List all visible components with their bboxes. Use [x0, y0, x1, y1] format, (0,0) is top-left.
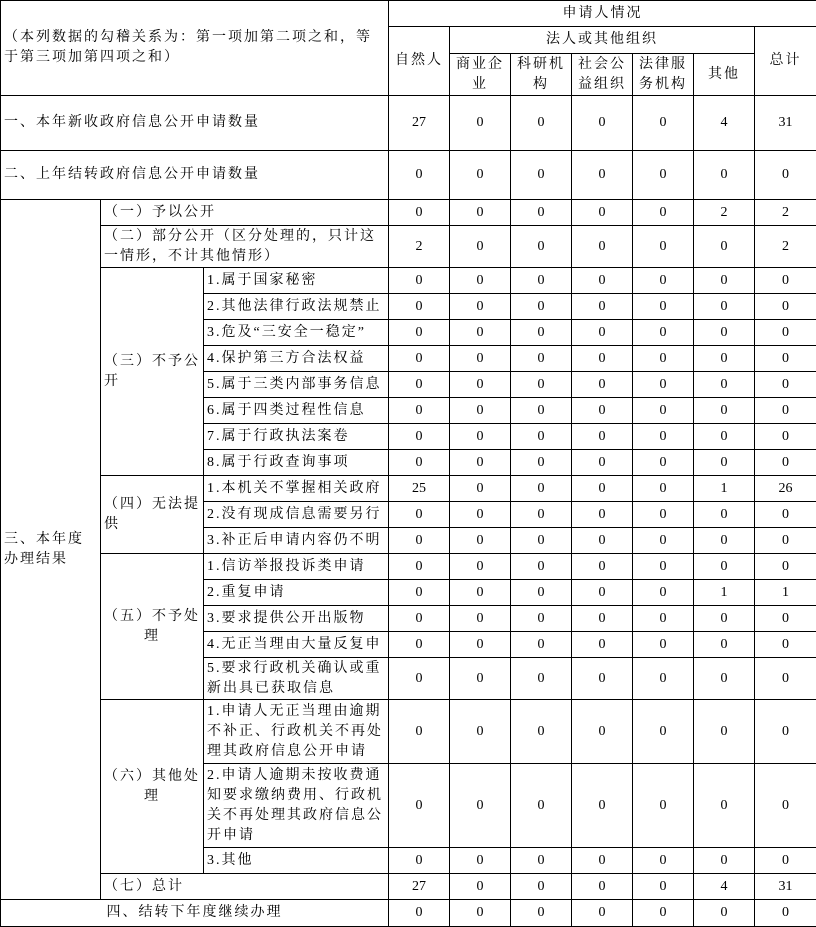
value-cell: 0 [572, 346, 633, 372]
value-cell: 0 [389, 554, 450, 580]
value-cell: 0 [572, 151, 633, 200]
value-cell: 0 [755, 346, 816, 372]
value-cell: 0 [633, 580, 694, 606]
value-cell: 0 [511, 900, 572, 927]
item-label: 1.申请人无正当理由逾期不补正、行政机关不再处理其政府信息公开申请 [204, 700, 389, 764]
header-org: 法律服务机构 [633, 54, 694, 96]
value-cell: 0 [572, 294, 633, 320]
value-cell: 0 [511, 848, 572, 874]
value-cell: 0 [389, 200, 450, 226]
table-row [1, 96, 816, 151]
value-cell: 0 [511, 424, 572, 450]
group-label: （六）其他处理 [101, 700, 204, 874]
value-cell: 0 [511, 372, 572, 398]
value-cell: 0 [572, 372, 633, 398]
value-cell: 1 [694, 476, 755, 502]
value-cell: 0 [633, 346, 694, 372]
value-cell: 0 [694, 658, 755, 700]
value-cell: 0 [450, 606, 511, 632]
value-cell: 0 [450, 151, 511, 200]
value-cell: 0 [755, 900, 816, 927]
value-cell: 0 [389, 424, 450, 450]
value-cell: 0 [633, 424, 694, 450]
value-cell: 0 [389, 580, 450, 606]
value-cell: 0 [755, 450, 816, 476]
value-cell: 0 [694, 528, 755, 554]
value-cell: 0 [633, 632, 694, 658]
value-cell: 0 [389, 320, 450, 346]
group-label: （四）无法提供 [101, 476, 204, 554]
value-cell: 0 [511, 528, 572, 554]
group-label: （七）总计 [101, 874, 389, 900]
value-cell: 0 [511, 606, 572, 632]
value-cell: 0 [450, 320, 511, 346]
value-cell: 0 [633, 528, 694, 554]
value-cell: 0 [633, 96, 694, 151]
value-cell: 0 [450, 764, 511, 848]
value-cell: 0 [694, 320, 755, 346]
item-label: 1.属于国家秘密 [204, 268, 389, 294]
item-label: 7.属于行政执法案卷 [204, 424, 389, 450]
value-cell: 0 [572, 96, 633, 151]
value-cell: 0 [389, 268, 450, 294]
value-cell: 0 [450, 658, 511, 700]
value-cell: 0 [511, 764, 572, 848]
value-cell: 0 [389, 294, 450, 320]
value-cell: 0 [572, 900, 633, 927]
value-cell: 0 [450, 502, 511, 528]
value-cell: 0 [511, 502, 572, 528]
item-label: 2.重复申请 [204, 580, 389, 606]
value-cell: 0 [511, 580, 572, 606]
value-cell: 25 [389, 476, 450, 502]
value-cell: 0 [389, 528, 450, 554]
value-cell: 0 [633, 900, 694, 927]
value-cell: 0 [389, 848, 450, 874]
value-cell: 0 [633, 294, 694, 320]
value-cell: 0 [694, 268, 755, 294]
table-row [1, 874, 816, 900]
item-label: 2.没有现成信息需要另行 [204, 502, 389, 528]
value-cell: 0 [572, 450, 633, 476]
value-cell: 0 [389, 151, 450, 200]
value-cell: 0 [450, 580, 511, 606]
value-cell: 0 [511, 200, 572, 226]
group-label: （五）不予处理 [101, 554, 204, 700]
value-cell: 0 [633, 226, 694, 268]
value-cell: 0 [633, 151, 694, 200]
value-cell: 0 [694, 398, 755, 424]
value-cell: 0 [694, 606, 755, 632]
value-cell: 0 [572, 764, 633, 848]
value-cell: 0 [572, 658, 633, 700]
value-cell: 0 [389, 700, 450, 764]
value-cell: 0 [572, 502, 633, 528]
value-cell: 0 [389, 632, 450, 658]
value-cell: 0 [694, 294, 755, 320]
value-cell: 0 [694, 554, 755, 580]
value-cell: 0 [450, 424, 511, 450]
value-cell: 0 [694, 700, 755, 764]
value-cell: 0 [450, 476, 511, 502]
table-row [1, 151, 816, 200]
value-cell: 0 [450, 268, 511, 294]
value-cell: 4 [694, 96, 755, 151]
value-cell: 26 [755, 476, 816, 502]
value-cell: 31 [755, 96, 816, 151]
value-cell: 0 [389, 900, 450, 927]
value-cell: 0 [694, 151, 755, 200]
value-cell: 0 [694, 502, 755, 528]
table-row [1, 554, 816, 580]
table-row [1, 476, 816, 502]
value-cell: 0 [450, 294, 511, 320]
value-cell: 0 [572, 398, 633, 424]
value-cell: 0 [450, 372, 511, 398]
header-org: 其他 [694, 54, 755, 96]
item-label: 2.申请人逾期未按收费通知要求缴纳费用、行政机关不再处理其政府信息公开申请 [204, 764, 389, 848]
value-cell: 0 [572, 700, 633, 764]
value-cell: 0 [389, 502, 450, 528]
item-label: 5.要求行政机关确认或重新出具已获取信息 [204, 658, 389, 700]
value-cell: 0 [755, 398, 816, 424]
item-label: 3.补正后申请内容仍不明 [204, 528, 389, 554]
item-label: 1.信访举报投诉类申请 [204, 554, 389, 580]
value-cell: 0 [511, 554, 572, 580]
value-cell: 0 [755, 632, 816, 658]
value-cell: 0 [633, 268, 694, 294]
value-cell: 0 [511, 268, 572, 294]
header-org: 科研机构 [511, 54, 572, 96]
value-cell: 0 [572, 226, 633, 268]
value-cell: 0 [511, 398, 572, 424]
value-cell: 1 [755, 580, 816, 606]
value-cell: 2 [755, 200, 816, 226]
value-cell: 0 [572, 606, 633, 632]
table-row [1, 226, 816, 268]
value-cell: 0 [572, 268, 633, 294]
value-cell: 0 [572, 874, 633, 900]
group-label: （一）予以公开 [101, 200, 389, 226]
value-cell: 0 [694, 632, 755, 658]
value-cell: 0 [511, 450, 572, 476]
value-cell: 0 [450, 700, 511, 764]
value-cell: 0 [694, 372, 755, 398]
value-cell: 0 [511, 700, 572, 764]
header-total: 总计 [755, 27, 816, 96]
value-cell: 0 [694, 424, 755, 450]
item-label: 4.保护第三方合法权益 [204, 346, 389, 372]
value-cell: 2 [389, 226, 450, 268]
value-cell: 31 [755, 874, 816, 900]
table-row [1, 900, 816, 927]
value-cell: 0 [450, 900, 511, 927]
value-cell: 0 [511, 151, 572, 200]
value-cell: 0 [450, 848, 511, 874]
value-cell: 0 [755, 502, 816, 528]
value-cell: 0 [511, 476, 572, 502]
header-note: （本列数据的勾稽关系为：第一项加第二项之和，等于第三项加第四项之和） [1, 1, 389, 96]
header-row [1, 1, 816, 27]
value-cell: 0 [389, 372, 450, 398]
value-cell: 0 [572, 554, 633, 580]
value-cell: 0 [694, 764, 755, 848]
value-cell: 0 [694, 346, 755, 372]
value-cell: 0 [572, 320, 633, 346]
value-cell: 0 [694, 848, 755, 874]
value-cell: 0 [694, 450, 755, 476]
value-cell: 0 [755, 848, 816, 874]
value-cell: 0 [633, 450, 694, 476]
value-cell: 0 [755, 606, 816, 632]
value-cell: 0 [450, 346, 511, 372]
value-cell: 0 [511, 874, 572, 900]
value-cell: 0 [755, 268, 816, 294]
value-cell: 0 [511, 226, 572, 268]
value-cell: 0 [450, 874, 511, 900]
value-cell: 0 [633, 848, 694, 874]
value-cell: 0 [755, 658, 816, 700]
value-cell: 0 [511, 632, 572, 658]
value-cell: 27 [389, 96, 450, 151]
value-cell: 2 [755, 226, 816, 268]
value-cell: 0 [633, 372, 694, 398]
value-cell: 0 [511, 294, 572, 320]
value-cell: 0 [450, 450, 511, 476]
value-cell: 1 [694, 580, 755, 606]
value-cell: 0 [633, 606, 694, 632]
value-cell: 0 [633, 554, 694, 580]
value-cell: 0 [633, 320, 694, 346]
row-label: 一、本年新收政府信息公开申请数量 [1, 96, 389, 151]
value-cell: 0 [694, 900, 755, 927]
value-cell: 0 [511, 320, 572, 346]
value-cell: 0 [511, 346, 572, 372]
value-cell: 2 [694, 200, 755, 226]
item-label: 2.其他法律行政法规禁止 [204, 294, 389, 320]
value-cell: 0 [389, 346, 450, 372]
value-cell: 0 [633, 700, 694, 764]
value-cell: 0 [450, 554, 511, 580]
header-org: 社会公益组织 [572, 54, 633, 96]
value-cell: 0 [572, 424, 633, 450]
value-cell: 0 [633, 476, 694, 502]
value-cell: 0 [633, 398, 694, 424]
group-label: （三）不予公开 [101, 268, 204, 476]
table-row [1, 268, 816, 294]
value-cell: 0 [450, 398, 511, 424]
table-row [1, 700, 816, 764]
value-cell: 0 [633, 658, 694, 700]
group-label: （二）部分公开（区分处理的，只计这一情形，不计其他情形） [101, 226, 389, 268]
value-cell: 0 [572, 528, 633, 554]
value-cell: 0 [389, 606, 450, 632]
value-cell: 0 [633, 502, 694, 528]
value-cell: 0 [450, 528, 511, 554]
value-cell: 0 [389, 658, 450, 700]
value-cell: 0 [633, 874, 694, 900]
value-cell: 0 [694, 226, 755, 268]
header-applicant: 申请人情况 [389, 1, 816, 27]
item-label: 8.属于行政查询事项 [204, 450, 389, 476]
value-cell: 0 [389, 398, 450, 424]
value-cell: 0 [450, 200, 511, 226]
value-cell: 0 [755, 424, 816, 450]
header-natural: 自然人 [389, 27, 450, 96]
value-cell: 27 [389, 874, 450, 900]
value-cell: 0 [389, 764, 450, 848]
item-label: 1.本机关不掌握相关政府 [204, 476, 389, 502]
value-cell: 0 [450, 96, 511, 151]
value-cell: 0 [755, 554, 816, 580]
item-label: 3.危及“三安全一稳定” [204, 320, 389, 346]
value-cell: 0 [755, 320, 816, 346]
item-label: 3.其他 [204, 848, 389, 874]
value-cell: 0 [755, 294, 816, 320]
value-cell: 0 [572, 580, 633, 606]
item-label: 6.属于四类过程性信息 [204, 398, 389, 424]
value-cell: 0 [755, 764, 816, 848]
item-label: 4.无正当理由大量反复申 [204, 632, 389, 658]
item-label: 3.要求提供公开出版物 [204, 606, 389, 632]
table-row [1, 200, 816, 226]
row-label: 四、结转下年度继续办理 [1, 900, 389, 927]
value-cell: 0 [755, 528, 816, 554]
value-cell: 0 [511, 96, 572, 151]
value-cell: 0 [572, 476, 633, 502]
value-cell: 0 [511, 658, 572, 700]
value-cell: 0 [389, 450, 450, 476]
value-cell: 0 [450, 226, 511, 268]
value-cell: 0 [755, 700, 816, 764]
value-cell: 0 [572, 632, 633, 658]
item-label: 5.属于三类内部事务信息 [204, 372, 389, 398]
value-cell: 0 [572, 200, 633, 226]
value-cell: 0 [633, 200, 694, 226]
row-label: 二、上年结转政府信息公开申请数量 [1, 151, 389, 200]
value-cell: 0 [633, 764, 694, 848]
header-org: 商业企业 [450, 54, 511, 96]
value-cell: 4 [694, 874, 755, 900]
value-cell: 0 [755, 151, 816, 200]
value-cell: 0 [755, 372, 816, 398]
value-cell: 0 [450, 632, 511, 658]
section-label: 三、本年度办理结果 [1, 200, 101, 900]
header-legal: 法人或其他组织 [450, 27, 755, 54]
value-cell: 0 [572, 848, 633, 874]
